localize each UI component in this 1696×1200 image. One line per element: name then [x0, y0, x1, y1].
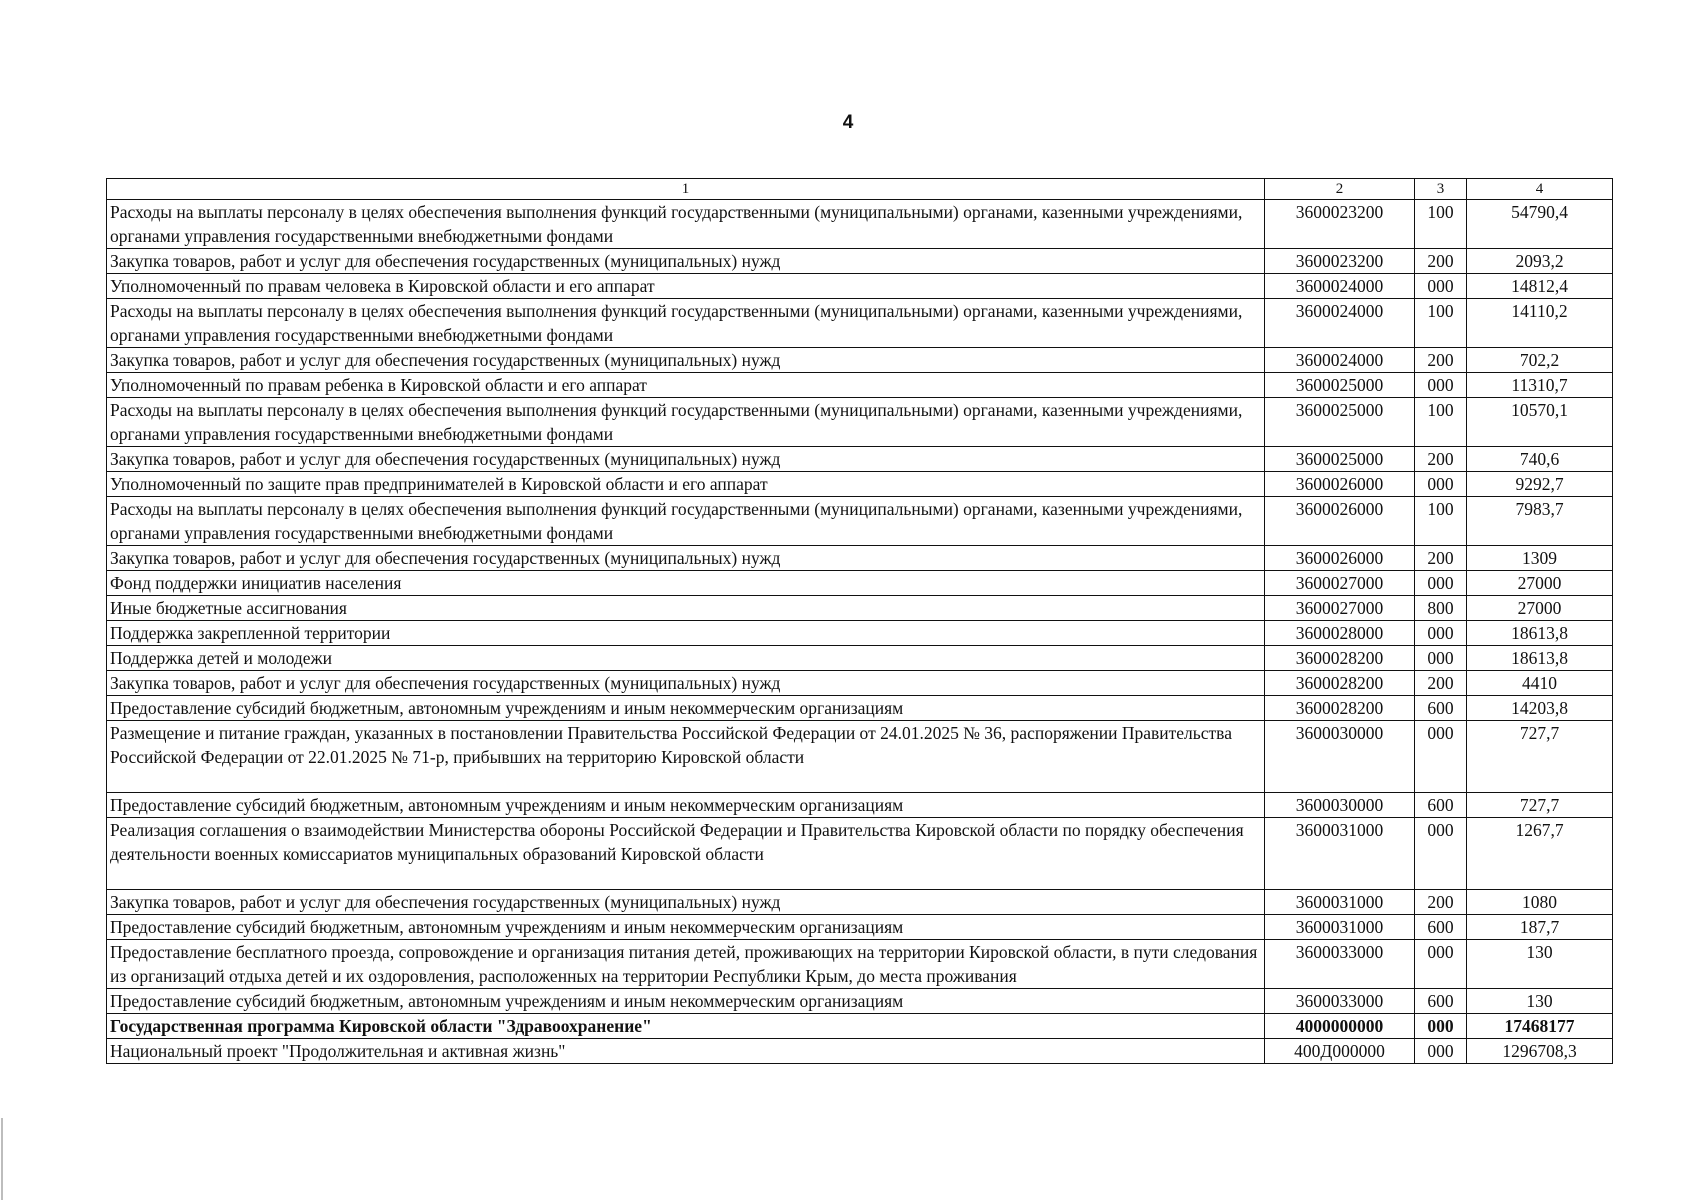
header-col-3: 3 — [1415, 179, 1467, 200]
row-code-cell: 3600031000 — [1265, 890, 1415, 915]
row-type-cell: 000 — [1415, 721, 1467, 793]
row-code-cell: 3600024000 — [1265, 274, 1415, 299]
row-amount-cell: 11310,7 — [1467, 373, 1613, 398]
row-amount-cell: 18613,8 — [1467, 646, 1613, 671]
row-amount-cell: 14812,4 — [1467, 274, 1613, 299]
row-type-cell: 600 — [1415, 989, 1467, 1014]
row-code-cell: 3600025000 — [1265, 447, 1415, 472]
header-col-4: 4 — [1467, 179, 1613, 200]
table-row — [107, 373, 1613, 398]
row-type-cell: 100 — [1415, 299, 1467, 348]
table-row — [107, 472, 1613, 497]
row-amount-cell: 702,2 — [1467, 348, 1613, 373]
header-col-1: 1 — [107, 179, 1265, 200]
row-type-cell: 200 — [1415, 671, 1467, 696]
row-amount-cell: 740,6 — [1467, 447, 1613, 472]
table-row — [107, 348, 1613, 373]
row-code-cell: 3600028000 — [1265, 621, 1415, 646]
header-row — [107, 179, 1613, 200]
table-row — [107, 274, 1613, 299]
table-row — [107, 1014, 1613, 1039]
table-row — [107, 398, 1613, 447]
table-body — [107, 200, 1613, 1064]
row-code-cell: 3600027000 — [1265, 571, 1415, 596]
row-code-cell: 3600025000 — [1265, 373, 1415, 398]
table-row — [107, 497, 1613, 546]
row-code-cell: 3600026000 — [1265, 497, 1415, 546]
row-code-cell: 3600033000 — [1265, 989, 1415, 1014]
header-col-2: 2 — [1265, 179, 1415, 200]
table-row — [107, 447, 1613, 472]
row-type-cell: 200 — [1415, 890, 1467, 915]
row-code-cell: 3600028200 — [1265, 696, 1415, 721]
row-name-cell: Закупка товаров, работ и услуг для обеспечения государственных (муниципальных) нужд — [107, 348, 1265, 373]
row-type-cell: 200 — [1415, 447, 1467, 472]
row-type-cell: 200 — [1415, 348, 1467, 373]
row-name-cell: Уполномоченный по правам человека в Кировской области и его аппарат — [107, 274, 1265, 299]
row-type-cell: 600 — [1415, 696, 1467, 721]
row-amount-cell: 1080 — [1467, 890, 1613, 915]
row-name-cell: Закупка товаров, работ и услуг для обеспечения государственных (муниципальных) нужд — [107, 447, 1265, 472]
row-amount-cell: 727,7 — [1467, 793, 1613, 818]
row-type-cell: 200 — [1415, 249, 1467, 274]
table-row — [107, 818, 1613, 890]
row-name-cell: Предоставление субсидий бюджетным, автономным учреждениям и иным некоммерческим организациям — [107, 989, 1265, 1014]
row-type-cell: 000 — [1415, 274, 1467, 299]
row-amount-cell: 10570,1 — [1467, 398, 1613, 447]
table-row — [107, 671, 1613, 696]
row-name-cell: Закупка товаров, работ и услуг для обеспечения государственных (муниципальных) нужд — [107, 546, 1265, 571]
row-code-cell: 3600026000 — [1265, 472, 1415, 497]
row-name-cell: Закупка товаров, работ и услуг для обеспечения государственных (муниципальных) нужд — [107, 249, 1265, 274]
row-amount-cell: 14203,8 — [1467, 696, 1613, 721]
table-row — [107, 546, 1613, 571]
row-type-cell: 600 — [1415, 915, 1467, 940]
row-name-cell: Предоставление бесплатного проезда, сопровождение и организация питания детей, проживающих на территории Кировской области, в пути следования из организаций отдыха детей и их оздоровления, расположенных на территории Республики Крым, до места проживания — [107, 940, 1265, 989]
row-name-cell: Реализация соглашения о взаимодействии Министерства обороны Российской Федерации и Правительства Кировской области по порядку обеспечения деятельности военных комиссариатов муниципальных образований Кировской области — [107, 818, 1265, 890]
row-name-cell: Уполномоченный по правам ребенка в Кировской области и его аппарат — [107, 373, 1265, 398]
row-amount-cell: 1267,7 — [1467, 818, 1613, 890]
row-type-cell: 000 — [1415, 621, 1467, 646]
table-row — [107, 915, 1613, 940]
row-amount-cell: 130 — [1467, 989, 1613, 1014]
row-name-cell: Предоставление субсидий бюджетным, автономным учреждениям и иным некоммерческим организациям — [107, 915, 1265, 940]
row-type-cell: 000 — [1415, 940, 1467, 989]
row-code-cell: 3600030000 — [1265, 793, 1415, 818]
row-code-cell: 3600033000 — [1265, 940, 1415, 989]
row-type-cell: 100 — [1415, 398, 1467, 447]
row-code-cell: 3600028200 — [1265, 646, 1415, 671]
row-code-cell: 3600025000 — [1265, 398, 1415, 447]
row-amount-cell: 1296708,3 — [1467, 1039, 1613, 1064]
row-code-cell: 3600023200 — [1265, 249, 1415, 274]
row-amount-cell: 27000 — [1467, 596, 1613, 621]
table-row — [107, 696, 1613, 721]
row-type-cell: 000 — [1415, 373, 1467, 398]
row-amount-cell: 727,7 — [1467, 721, 1613, 793]
row-code-cell: 3600030000 — [1265, 721, 1415, 793]
row-name-cell: Расходы на выплаты персоналу в целях обеспечения выполнения функций государственными (муниципальными) органами, казенными учреждениями, органами управления государственными внебюджетными фондами — [107, 398, 1265, 447]
table-row — [107, 200, 1613, 249]
row-code-cell: 3600026000 — [1265, 546, 1415, 571]
row-name-cell: Расходы на выплаты персоналу в целях обеспечения выполнения функций государственными (муниципальными) органами, казенными учреждениями, органами управления государственными внебюджетными фондами — [107, 497, 1265, 546]
row-amount-cell: 7983,7 — [1467, 497, 1613, 546]
row-type-cell: 000 — [1415, 646, 1467, 671]
row-type-cell: 000 — [1415, 1014, 1467, 1039]
row-type-cell: 600 — [1415, 793, 1467, 818]
row-amount-cell: 4410 — [1467, 671, 1613, 696]
row-amount-cell: 2093,2 — [1467, 249, 1613, 274]
row-code-cell: 3600027000 — [1265, 596, 1415, 621]
row-amount-cell: 18613,8 — [1467, 621, 1613, 646]
row-name-cell: Национальный проект "Продолжительная и активная жизнь" — [107, 1039, 1265, 1064]
row-name-cell: Расходы на выплаты персоналу в целях обеспечения выполнения функций государственными (муниципальными) органами, казенными учреждениями, органами управления государственными внебюджетными фондами — [107, 299, 1265, 348]
row-name-cell: Закупка товаров, работ и услуг для обеспечения государственных (муниципальных) нужд — [107, 890, 1265, 915]
table-row — [107, 646, 1613, 671]
table-row — [107, 1039, 1613, 1064]
row-name-cell: Поддержка закрепленной территории — [107, 621, 1265, 646]
row-type-cell: 200 — [1415, 546, 1467, 571]
row-code-cell: 400Д000000 — [1265, 1039, 1415, 1064]
row-code-cell: 3600031000 — [1265, 818, 1415, 890]
table-header — [107, 179, 1613, 200]
row-name-cell: Закупка товаров, работ и услуг для обеспечения государственных (муниципальных) нужд — [107, 671, 1265, 696]
row-amount-cell: 27000 — [1467, 571, 1613, 596]
row-amount-cell: 130 — [1467, 940, 1613, 989]
row-type-cell: 100 — [1415, 497, 1467, 546]
row-type-cell: 000 — [1415, 571, 1467, 596]
table-row — [107, 299, 1613, 348]
row-name-cell: Размещение и питание граждан, указанных в постановлении Правительства Российской Федерации от 24.01.2025 № 36, распоряжении Правительства Российской Федерации от 22.01.2025 № 71-р, прибывших на территорию Кировской области — [107, 721, 1265, 793]
row-amount-cell: 14110,2 — [1467, 299, 1613, 348]
row-code-cell: 3600024000 — [1265, 348, 1415, 373]
row-name-cell: Уполномоченный по защите прав предпринимателей в Кировской области и его аппарат — [107, 472, 1265, 497]
row-type-cell: 000 — [1415, 1039, 1467, 1064]
row-amount-cell: 54790,4 — [1467, 200, 1613, 249]
row-amount-cell: 9292,7 — [1467, 472, 1613, 497]
row-code-cell: 3600031000 — [1265, 915, 1415, 940]
budget-table — [106, 178, 1613, 1064]
row-type-cell: 800 — [1415, 596, 1467, 621]
row-name-cell: Расходы на выплаты персоналу в целях обеспечения выполнения функций государственными (муниципальными) органами, казенными учреждениями, органами управления государственными внебюджетными фондами — [107, 200, 1265, 249]
table-row — [107, 596, 1613, 621]
row-type-cell: 000 — [1415, 818, 1467, 890]
row-name-cell: Фонд поддержки инициатив населения — [107, 571, 1265, 596]
table-row — [107, 989, 1613, 1014]
row-type-cell: 000 — [1415, 472, 1467, 497]
table-row — [107, 890, 1613, 915]
row-code-cell: 4000000000 — [1265, 1014, 1415, 1039]
row-name-cell: Поддержка детей и молодежи — [107, 646, 1265, 671]
scan-edge-line — [1, 1118, 3, 1200]
row-code-cell: 3600028200 — [1265, 671, 1415, 696]
table-row — [107, 793, 1613, 818]
row-name-cell: Предоставление субсидий бюджетным, автономным учреждениям и иным некоммерческим организациям — [107, 793, 1265, 818]
row-type-cell: 100 — [1415, 200, 1467, 249]
row-name-cell: Иные бюджетные ассигнования — [107, 596, 1265, 621]
row-code-cell: 3600024000 — [1265, 299, 1415, 348]
table-row — [107, 940, 1613, 989]
table-row — [107, 721, 1613, 793]
row-amount-cell: 1309 — [1467, 546, 1613, 571]
table-row — [107, 621, 1613, 646]
row-amount-cell: 187,7 — [1467, 915, 1613, 940]
row-code-cell: 3600023200 — [1265, 200, 1415, 249]
table-row — [107, 571, 1613, 596]
table-row — [107, 249, 1613, 274]
row-name-cell: Государственная программа Кировской области "Здравоохранение" — [107, 1014, 1265, 1039]
row-amount-cell: 17468177 — [1467, 1014, 1613, 1039]
page-number: 4 — [842, 112, 854, 133]
row-name-cell: Предоставление субсидий бюджетным, автономным учреждениям и иным некоммерческим организациям — [107, 696, 1265, 721]
